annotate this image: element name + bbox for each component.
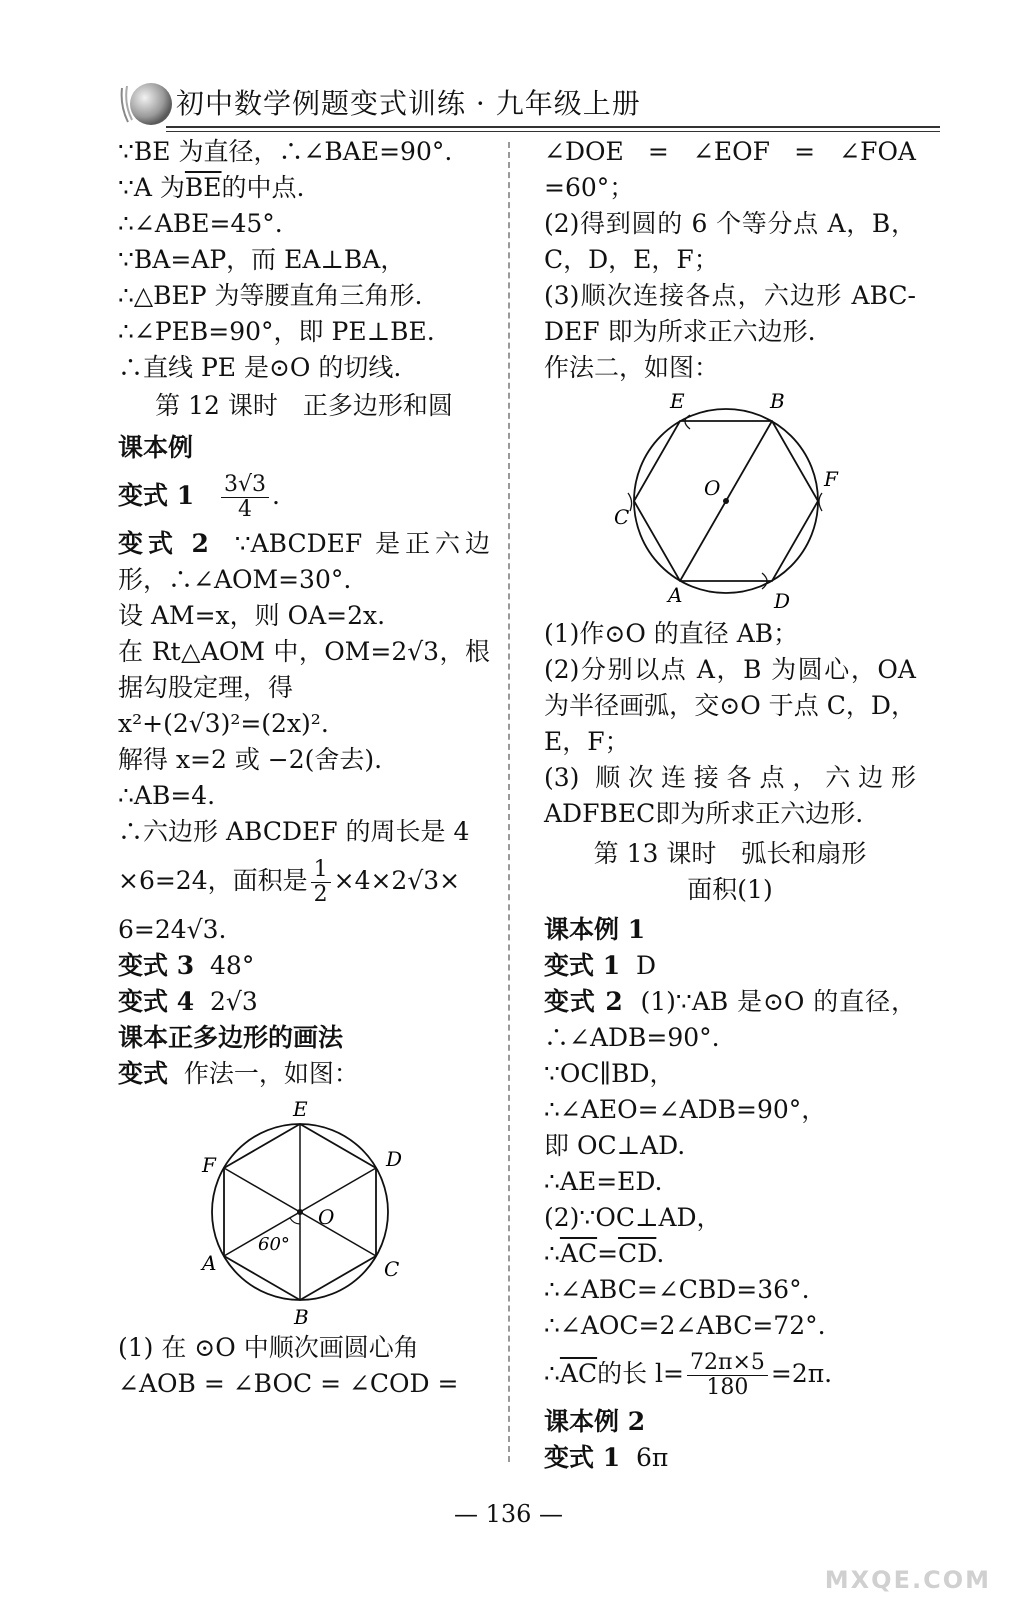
label-F: F [824,467,838,491]
header-rule-thick [166,126,940,128]
text-line: 在 Rt△AOM 中，OM=2√3，根据勾股定理，得 [118,637,490,702]
variant-1: 变式 1 D [544,951,657,980]
text-line: ∴六边形 ABCDEF 的周长是 4 [118,817,470,846]
text-line: $\therefore\overline{AC}=\overline{CD}$. [544,1239,665,1268]
column-divider [508,142,510,1462]
figure-hexagon-method2 [544,386,916,616]
text-line: $\therefore\overline{AC}$的长 l= $\frac{72\pi\times 5}{180}$ =2π. [544,1350,833,1400]
text-line: ∵A 为$\overline{BE}$的中点. [118,173,305,202]
label-B: B [294,1305,309,1329]
text-line: ∠DOE = ∠EOF = ∠FOA =60°； [544,137,916,202]
text-line: (1)作⊙O 的直径 AB； [544,619,799,648]
fraction: $\frac{1}{2}$ [311,858,331,907]
label-B: B [770,389,785,413]
book-title: 初中数学例题变式训练 · 九年级上册 [176,87,641,120]
lesson-heading: 第 13 课时 弧长和扇形 [593,839,867,868]
label-A: A [668,583,683,607]
section-heading: 课本正多边形的画法 [118,1023,344,1052]
page-header [110,76,940,138]
text-line: (2)得到圆的 6 个等分点 A，B，C，D，E，F； [544,209,916,274]
label-E: E [293,1097,308,1121]
label-E: E [670,389,685,413]
text-line: ∴△BEP 为等腰直角三角形. [118,281,423,310]
fraction: $\frac{72\pi\times 5}{180}$ [687,1351,768,1400]
fraction: $\frac{3√3}{4}$ [221,473,269,522]
text-line: 即 OC⊥AD. [544,1131,686,1160]
text-line: ∴∠AOC=2∠ABC=72°. [544,1311,826,1340]
watermark-text: MXQE.COM [824,1566,991,1594]
right-column [544,134,916,1476]
label-D: D [386,1147,403,1171]
lesson-heading: 面积(1) [687,875,773,904]
figure-hexagon-method1 [118,1092,490,1332]
section-heading: 课本例 2 [544,1407,646,1436]
text-line: ∴直线 PE 是⊙O 的切线. [118,353,402,382]
section-heading: 课本例 [118,433,194,462]
variant-2: 变式 2 ∵ABCDEF 是正六边形，∴∠AOM=30°. [118,529,490,594]
text-line: (3) 顺次连接各点，六边形 ADFBEC即为所求正六边形. [544,763,916,828]
text-line: x²+(2√3)²=(2x)². [118,709,329,738]
label-D: D [774,589,791,613]
variant-4: 变式 4 2√3 [118,987,258,1016]
text-line: ∴∠AEO=∠ADB=90°， [544,1095,827,1124]
label-C: C [384,1257,400,1281]
text-line: 6=24√3. [118,915,227,944]
header-rule-thin [166,131,940,132]
left-column [118,134,490,1402]
page-number: — 136 — [453,1500,564,1528]
text-line: ×6=24，面积是 $\frac{1}{2}$ ×4×2√3× [118,857,461,907]
text-line: (1) 在 ⊙O 中顺次画圆心角 [118,1333,419,1362]
label-O: O [318,1205,335,1229]
text-line: ∴∠ABE=45°. [118,209,283,238]
label-60-degrees: 60° [258,1234,290,1255]
method-2-intro: 作法二，如图： [544,353,720,382]
label-F: F [202,1153,216,1177]
text-line: ∴∠ABC=∠CBD=36°. [544,1275,810,1304]
section-heading: 课本例 1 [544,915,646,944]
label-C: C [614,505,630,529]
text-line: 解得 x=2 或 −2(舍去). [118,745,383,774]
text-line: ∠AOB = ∠BOC = ∠COD = [118,1369,459,1398]
text-line: ∵OC∥BD， [544,1059,675,1088]
text-line: ∴∠PEB=90°，即 PE⊥BE. [118,317,435,346]
label-O: O [704,476,721,500]
lesson-heading: 第 12 课时 正多边形和圆 [155,391,453,420]
variant-1: 变式 1 $\frac{3√3}{4}$ . [118,472,280,522]
text-line: ∴AE=ED. [544,1167,663,1196]
variant-2: 变式 2 (1)∵AB 是⊙O 的直径，∴∠ADB=90°. [544,987,916,1052]
method-1-intro: 变式 作法一，如图： [118,1059,359,1088]
variant-3: 变式 3 48° [118,951,255,980]
text-line: ∵BE 为直径，∴∠BAE=90°. [118,137,453,166]
text-line: ∴AB=4. [118,781,216,810]
text-line: (2)∵OC⊥AD， [544,1203,722,1232]
variant-1: 变式 1 6π [544,1443,669,1472]
watermark [821,1522,991,1594]
book-logo-icon [118,78,172,132]
text-line: ∵BA=AP，而 EA⊥BA， [118,245,406,274]
label-A: A [202,1251,217,1275]
text-line: (2)分别以点 A，B 为圆心，OA 为半径画弧，交⊙O 于点 C，D，E，F； [544,655,916,756]
text-line: 设 AM=x，则 OA=2x. [118,601,386,630]
text-line: (3)顺次连接各点，六边形 ABC-DEF 即为所求正六边形. [544,281,916,346]
